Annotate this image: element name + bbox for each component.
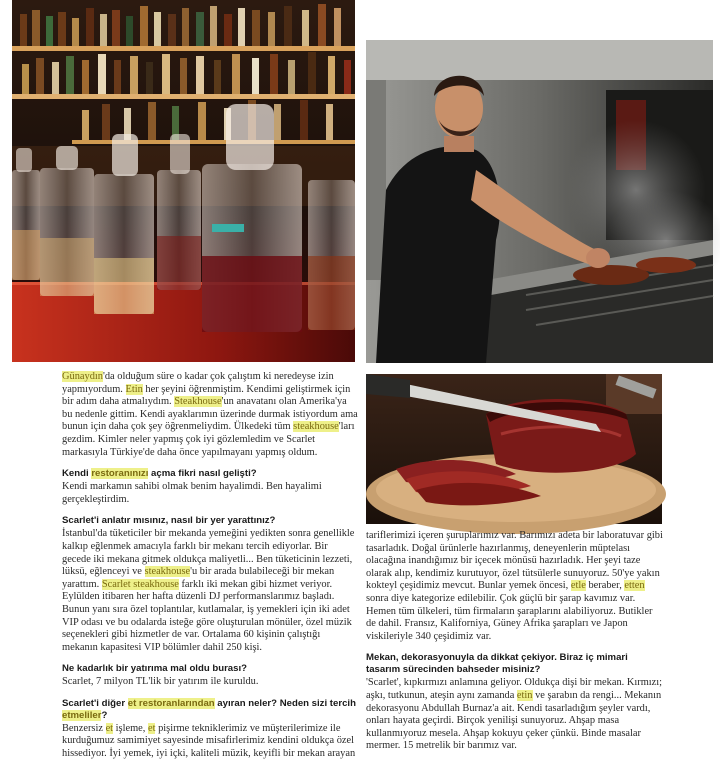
question-describe-scarlet: Scarlet'i anlatır mısınız, nasıl bir yer yarattınız? (62, 515, 276, 527)
text-span: her şeyini öğrenmiştim. Kendimi geliştirmek için bir adım daha atmalıydım. (62, 383, 351, 408)
answer-investment: Scarlet, 7 milyon TL'lik bir yatırım ile kuruldu. (62, 676, 259, 688)
question-decoration: Mekan, dekorasyonuyla da dikkat çekiyor. Biraz iç mimari tasarım sürecinden bahseder misiniz? (366, 652, 628, 676)
highlight-gunaydin: Günaydın (62, 371, 103, 382)
highlight-steakhouse: Steakhouse (174, 396, 222, 408)
bar-decanters-photo (12, 0, 355, 362)
text-span: sonra diye kategorize edilebilir. Çok güçlü bir şarap kavımız var. Hemen tüm ülkeleri, tüm firmaların şaraplarını alabiliyoruz. Butikler de dahil. Fransız, Kaliforniya, Güney Afrika şarapları ve Japon viskileriyle 340 çeşidimiz var. (366, 592, 653, 642)
highlight-et: et (105, 722, 114, 734)
highlight-etin-2: etin (516, 689, 533, 701)
answer-describe-scarlet (62, 528, 358, 654)
text-span: tariflerimizi içeren şuruplarımız var. Barımızı adeta bir laboratuvar gibi tasarladık. Doğal ürünlerle hazırlanmış, deneyenlerin müptelası olacağına inandığımız bir içecek mönüsü hazırladık. Her şeyi taze olarak alıp, kendimiz kurutuyor, özel tütsülerle sunuyoruz. 50'ye yakın kokteyl çeşidimiz mevcut. Bunlar yemek öncesi, (366, 530, 663, 592)
highlight-restoraniniz: restoranınızı (91, 468, 149, 480)
answer-decoration (366, 677, 664, 753)
text-span: Scarlet'i diğer (62, 697, 128, 709)
text-span: açma fikri nasıl gelişti? (148, 468, 257, 480)
text-span: ayıran neler? Neden sizi tercih (214, 697, 356, 709)
question-restaurant-idea (62, 468, 358, 480)
question-difference (62, 698, 358, 722)
highlight-etten: etten (624, 580, 645, 592)
bar-photo-art (12, 0, 355, 362)
text-span: 'u bir arada bulabileceği bir mekan yarattım. (62, 566, 335, 590)
highlight-scarlet-steakhouse: Scarlet steakhouse (101, 578, 179, 590)
text-span: pişirme tekniklerimiz ve müşterilerimize ile kurduğumuz samimiyet sayesinde misafirlerimiz kendini oldukça özel hissediyor. İyi yemek, iyi içki, kaliteli müzik, keyifli bir mekan arayan (62, 722, 356, 760)
text-span: 'da olduğum süre o kadar çok çalıştım ki neredeyse izin yapmıyordum. (62, 371, 334, 395)
highlight-et-restoranlarindan: et restoranlarından (127, 697, 215, 709)
highlight-et-2: et (147, 722, 156, 734)
text-span: Benzersiz (62, 722, 106, 734)
highlight-etmeliler: etmeliler (62, 709, 102, 721)
text-span: 'ları gezdim. Kimler neler yapmış çok iyi gözlemledim ve Scarlet markasıyla Türkiye'de daha önce yapılmayanı yapmış oldum. (62, 421, 355, 458)
text-span: İstanbul'da tüketiciler bir mekanda yemeğini yedikten sonra genellikle kalkıp eğlenmek amacıyla farklı bir mekanı tercih ediyorlar. Bir gecede iki mekana gitmek oldukça maliyetli... Ben tüketicinin lezzeti, lüksü, eğlenceyi ve (62, 528, 355, 578)
text-span: Kendi (62, 468, 92, 480)
sliced-meat-photo (366, 374, 662, 524)
interview-column-right (366, 530, 664, 753)
chef-photo-art (366, 40, 713, 363)
question-investment: Ne kadarlık bir yatırıma mal oldu burası? (62, 663, 248, 675)
text-span: 'un anavatanı olan Amerika'ya bu nedenle gittim. Kendi ayaklarımın üzerinde durmak istiyordum ama bunun için daha çok şey öğrenmeliydim. Ülkedeki tüm (62, 396, 358, 433)
highlight-etin: Etin (125, 383, 143, 395)
highlight-etle: etle (570, 580, 586, 592)
paragraph-intro (62, 371, 358, 459)
highlight-steakhouse-3: steakhouse (144, 566, 191, 578)
answer-difference (62, 723, 358, 761)
text-span: ? (101, 709, 108, 721)
chef-grilling-photo (366, 40, 713, 363)
text-span: farklı iki mekan gibi hizmet veriyor. Eylülden itibaren her hafta düzenli DJ performanslarımız başladı. Bunun yanı sıra özel toplantılar, kutlamalar, iş yemekleri için iki adet VIP odası ve bu odalarda isteğe göre oluşturulan mönüler, özel müzik seçenekleri gibi hizmetler de var. Ortalama 60 kişinin çalıştığı mekanın kapasitesi VIP bölümler dahil 250 kişi. (62, 578, 352, 653)
highlight-steakhouse-2: steakhouse (293, 421, 339, 433)
text-span: beraber, (585, 580, 625, 592)
paragraph-bar-menu (366, 530, 664, 643)
text-span: 'Scarlet', kıpkırmızı anlamına geliyor. Oldukça dişi bir mekan. Kırmızı; aşkı, tutkunun, ateşin aynı zamanda (366, 677, 663, 701)
meat-photo-art (366, 374, 662, 524)
text-span: ve şarabın da rengi... Mekanın dekorasyonu Abdullah Burnaz'a ait. Kendi tasarladığım şeyler vardı, onları hayata geçirdi. Birçok yenilişi sunuyoruz. Ahşap masa kullanmıyoruz mesela. Ahşap kokuyu çeker çünkü. Binde masalar mermer. 15 metrelik bir barımız var. (366, 689, 662, 752)
interview-column-left (62, 371, 358, 761)
text-span: işleme, (113, 722, 148, 734)
answer-restaurant-idea: Kendi markamın sahibi olmak benim hayalimdi. Ben hayalimi gerçekleştirdim. (62, 481, 322, 505)
